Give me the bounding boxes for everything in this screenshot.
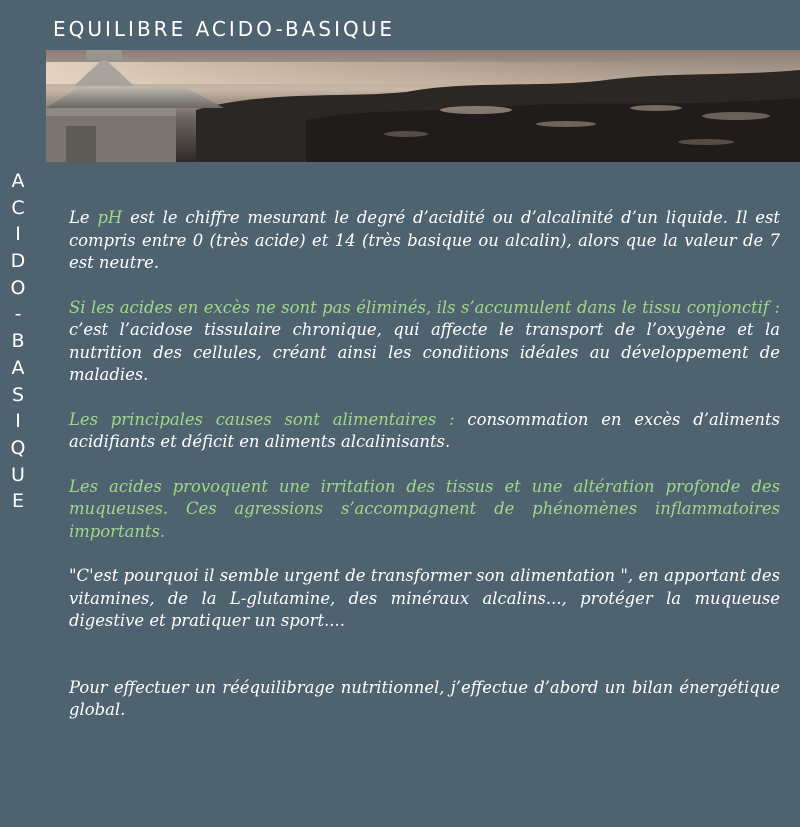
side-letter: I (15, 410, 21, 433)
side-letter: O (10, 276, 26, 299)
article-body (69, 207, 780, 744)
side-letter: U (11, 463, 25, 486)
ph-term: pH (97, 208, 123, 227)
side-letter: B (11, 330, 25, 353)
header-banner-image (46, 50, 800, 162)
side-letter: I (15, 223, 21, 246)
paragraph-acidosis (69, 297, 780, 387)
paragraph-irritation (69, 476, 780, 544)
side-letter: D (10, 250, 26, 273)
paragraph-text: Le (69, 208, 98, 227)
side-letter: Q (10, 436, 26, 459)
paragraph-rebalancing (69, 677, 780, 722)
side-letter: A (11, 170, 25, 192)
paragraph-text: consommation en excès d’aliments acidifiants et déficit en aliments alcalinisants. (69, 409, 780, 451)
paragraph-highlight: Les acides provoquent une irritation des tissus et une altération profonde des muqueuses. Ces agressions s’accompagnent de phénomènes inflammatoires importants. (69, 476, 780, 541)
paragraph-highlight: Si les acides en excès ne sont pas éliminés, ils s’accumulent dans le tissu conjonctif : (69, 297, 780, 317)
paragraph-text: "C'est pourquoi il semble urgent de transformer son alimentation ", en apportant des vitamines, de la L-glutamine, des minéraux alcalins..., protéger la muqueuse digestive et pratiquer un sport.... (69, 566, 780, 630)
side-vertical-word (6, 168, 30, 515)
paragraph-causes (69, 409, 780, 454)
paragraph-text: c’est l’acidose tissulaire chronique, qui affecte le transport de l’oxygène et la nutrition des cellules, créant ainsi les conditions idéales au développement de maladies. (69, 320, 780, 384)
side-letter: - (14, 303, 22, 326)
paragraph-ph-definition (69, 207, 780, 275)
paragraph-highlight: Les principales causes sont alimentaires : (69, 409, 455, 429)
paragraph-text: est le chiffre mesurant le degré d’acidité ou d’alcalinité d’un liquide. Il est compris entre 0 (très acide) et 14 (très basique ou alcalin), alors que la valeur de 7 est neutre. (69, 208, 781, 272)
side-letter: E (11, 490, 24, 513)
side-letter: S (11, 383, 25, 406)
side-letter: A (11, 356, 25, 379)
page-title: EQUILIBRE ACIDO-BASIQUE (53, 17, 395, 41)
paragraph-text: Pour effectuer un rééquilibrage nutritionnel, j’effectue d’abord un bilan énergétique global. (69, 677, 780, 719)
side-letter: C (11, 196, 25, 219)
paragraph-quote (69, 565, 780, 633)
